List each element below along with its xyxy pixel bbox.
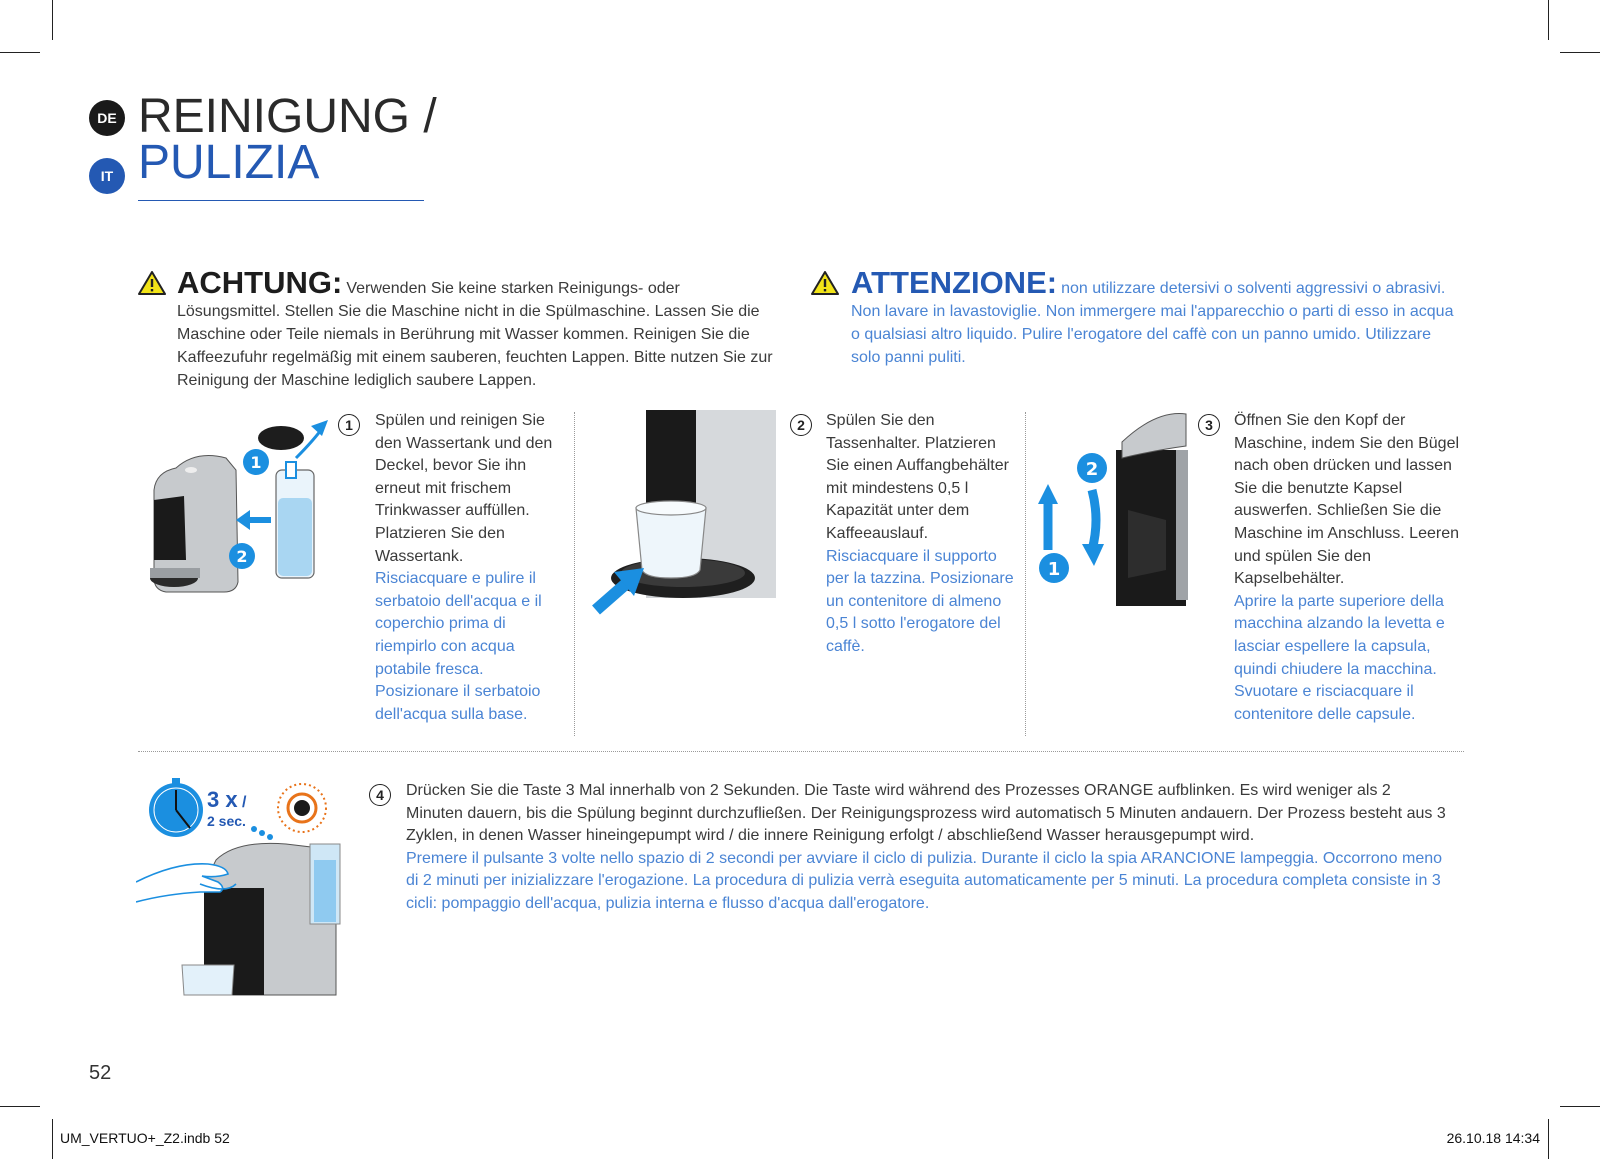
crop-mark — [52, 0, 53, 40]
warning-de — [177, 267, 787, 392]
step-1-text-it: Risciacquare e pulire il serbatoio dell'acqua e il coperchio prima di riempirlo con acqua potabile fresca. Posizionare il serbatoio dell'acqua sulla base. — [375, 570, 542, 723]
title-divider — [138, 200, 424, 201]
page-title-it: PULIZIA — [138, 136, 320, 189]
step-2-text-it: Risciacquare il supporto per la tazzina. Posizionare un contenitore di almeno 0,5 l sotto l'erogatore del caffè. — [826, 547, 1014, 655]
crop-mark — [0, 1106, 40, 1107]
step1-illustration — [136, 410, 336, 600]
column-divider — [574, 412, 575, 736]
step-1-number: 1 — [338, 414, 360, 436]
press-time: 2 sec. — [207, 813, 246, 829]
step-2-text-de: Spülen Sie den Tassenhalter. Platzieren Sie einen Auffangbehälter mit mindestens 0,5 l Kapazität unter dem Kaffeeauslauf. — [826, 412, 1009, 542]
step-4-number: 4 — [369, 784, 391, 806]
step2-illustration — [588, 410, 778, 620]
warning-de-heading: ACHTUNG: — [177, 265, 343, 300]
section-divider — [138, 751, 1464, 752]
crop-mark — [0, 52, 40, 53]
lang-badge-de: DE — [89, 100, 125, 136]
warning-it-heading: ATTENZIONE: — [851, 265, 1058, 300]
step-2-text — [826, 410, 1016, 659]
press-count-label — [207, 787, 247, 829]
warning-icon — [811, 270, 839, 296]
press-count: 3 x — [207, 787, 238, 812]
crop-mark — [1548, 1119, 1549, 1159]
page-title-de: REINIGUNG / — [138, 90, 437, 143]
step-4-text — [406, 780, 1446, 916]
column-divider — [1025, 412, 1026, 736]
warning-icon — [138, 270, 166, 296]
step-1-text — [375, 410, 565, 726]
step4-illustration — [136, 770, 366, 1000]
step-4-text-it: Premere il pulsante 3 volte nello spazio di 2 secondi per avviare il ciclo di pulizia. Durante il ciclo la spia ARANCIONE lampeggia. Occorrono meno di 2 minuti per inizializzare l'erogazione. La procedura di pulizia verrà eseguita automaticamente per 5 minuti. La procedura completa consiste in 3 cicli: pompaggio dell'acqua, pulizia interna e flusso d'acqua dall'erogatore. — [406, 849, 1443, 912]
step1-label-1: 1 — [250, 453, 262, 472]
warning-de-text: Verwenden Sie keine starken Reinigungs- oder Lösungsmittel. Stellen Sie die Maschine nicht in die Spülmaschine. Lassen Sie die Maschine oder Teile niemals in Berührung mit Wasser kommen. Reinigen Sie die Kaffeezufuhr regelmäßig mit einem sauberen, feuchten Lappen. Bitte nutzen Sie zur Reinigung der Maschine lediglich saubere Lappen. — [177, 280, 773, 389]
step3-illustration — [1036, 410, 1196, 610]
footer-file: UM_VERTUO+_Z2.indb 52 — [60, 1130, 230, 1146]
step-3-text — [1234, 410, 1466, 726]
step-3-text-it: Aprire la parte superiore della macchina alzando la levetta e lasciar espellere la capsula, quindi chiudere la macchina. Svuotare e risciacquare il contenitore delle capsule. — [1234, 592, 1445, 723]
crop-mark — [1560, 1106, 1600, 1107]
step3-label-2: 2 — [1085, 459, 1099, 480]
crop-mark — [1560, 52, 1600, 53]
lang-badge-it: IT — [89, 158, 125, 194]
page-number: 52 — [89, 1062, 112, 1084]
crop-mark — [1548, 0, 1549, 40]
step3-label-1: 1 — [1047, 559, 1061, 580]
step-3-text-de: Öffnen Sie den Kopf der Maschine, indem Sie den Bügel nach oben drücken und lassen Sie die benutzte Kapsel auswerfen. Schließen Sie die Maschine im Anschluss. Leeren und spülen Sie den Kapselbehälter. — [1234, 412, 1460, 588]
warning-it-text: non utilizzare detersivi o solventi aggressivi o abrasivi. Non lavare in lavastoviglie. Non immergere mai l'apparecchio o parti di esso in acqua o qualsiasi altro liquido. Pulire l'erogatore del caffè con un panno umido. Utilizzare solo panni puliti. — [851, 280, 1454, 366]
step-2-number: 2 — [790, 414, 812, 436]
footer-date: 26.10.18 14:34 — [1446, 1130, 1540, 1146]
press-slash: / — [242, 794, 247, 811]
step1-label-2: 2 — [236, 547, 248, 566]
crop-mark — [52, 1119, 53, 1159]
step-4-text-de: Drücken Sie die Taste 3 Mal innerhalb von 2 Sekunden. Die Taste wird während des Prozesses ORANGE aufblinken. Es wird weniger als 2 Minuten dauern, bis die Spülung beginnt durchzufließen. Der Reinigungsprozess wird automatisch 5 Minuten andauern. Der Prozess besteht aus 3 Zyklen, in denen Wasser hineingepumpt wird / die innere Reinigung erfolgt / abschließend Wasser herausgepumpt wird. — [406, 782, 1446, 845]
step-1-text-de: Spülen und reinigen Sie den Wassertank und den Deckel, bevor Sie ihn erneut mit frischem Trinkwasser auffüllen. Platzieren Sie den Wassertank. — [375, 412, 553, 565]
warning-it — [851, 267, 1461, 369]
step-3-number: 3 — [1198, 414, 1220, 436]
